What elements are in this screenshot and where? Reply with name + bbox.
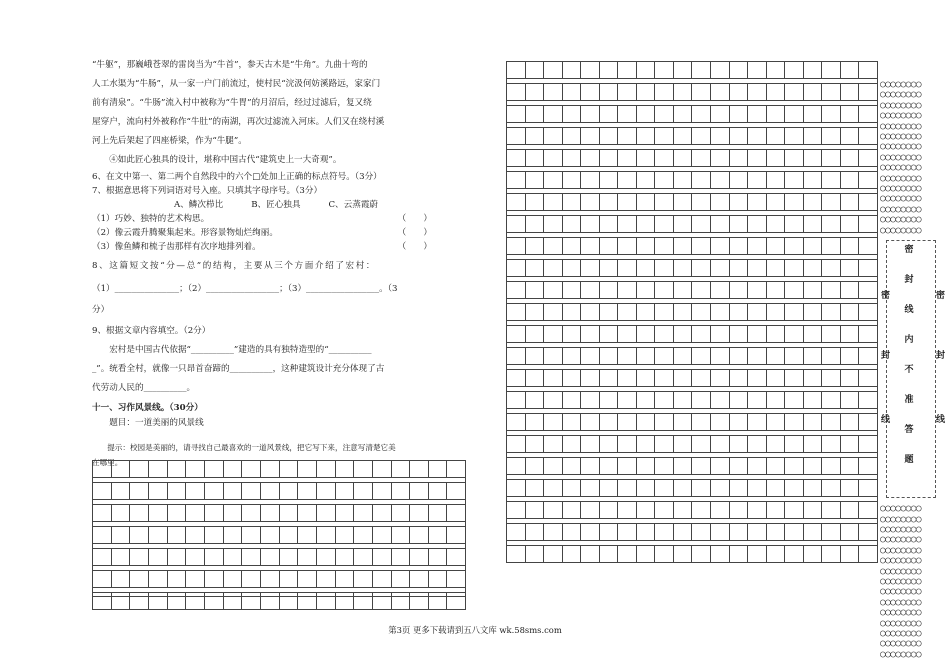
grid-row[interactable]: [506, 413, 878, 431]
question-9: 9、根据文章内容填空。（2分）: [92, 326, 211, 336]
grid-row[interactable]: [506, 259, 878, 277]
seal-left-char: 密: [881, 291, 891, 302]
seal-center-char: 准: [904, 395, 914, 406]
grid-row[interactable]: [506, 215, 878, 233]
question-7-item: [92, 226, 432, 240]
grid-row[interactable]: [506, 369, 878, 387]
seal-left-char: 封: [881, 351, 891, 362]
grid-row[interactable]: [92, 504, 466, 522]
grid-row[interactable]: [506, 523, 878, 541]
seal-center-char: 封: [904, 275, 914, 286]
seal-center-char: 题: [904, 455, 914, 466]
grid-row[interactable]: [506, 347, 878, 365]
item-text: （3）像鱼鳞和梳子齿那样有次序地排列着。: [92, 242, 261, 252]
seal-right-char: 封: [936, 351, 946, 362]
question-8: 8、这篇短文按“分—总”的结构，主要从三个方面介绍了宏村：: [92, 261, 377, 271]
question-7-options: [92, 198, 470, 212]
grid-row[interactable]: [506, 545, 878, 563]
writing-grid-left[interactable]: [92, 460, 466, 610]
seal-center-char: 内: [904, 335, 914, 346]
seal-line-box: [880, 236, 946, 504]
grid-row[interactable]: [506, 457, 878, 475]
option-a: A、鳞次栉比: [174, 200, 224, 210]
grid-row[interactable]: [506, 149, 878, 167]
essay-hint-end: 在哪里。: [92, 458, 123, 467]
seal-right-char: 密: [936, 291, 946, 302]
question-8-blanks[interactable]: （1）_______________；（2）_________________；（3）_________________。（3: [92, 284, 398, 294]
grid-row[interactable]: [506, 479, 878, 497]
grid-row[interactable]: [506, 391, 878, 409]
item-text: （1）巧妙、独特的艺术构思。: [92, 214, 210, 224]
grid-row[interactable]: [506, 501, 878, 519]
grid-row[interactable]: [506, 303, 878, 321]
seal-center-char: 密: [904, 245, 914, 256]
grid-row[interactable]: [506, 325, 878, 343]
seal-center-text: [902, 246, 916, 486]
binding-strip: [880, 80, 946, 658]
seal-center-char: 线: [904, 305, 914, 316]
grid-row[interactable]: [506, 83, 878, 101]
seal-right-char: 线: [936, 415, 946, 426]
binding-circles-bottom: ○○○○○○○○ ○○○○○○○○ ○○○○○○○○ ○○○○○○○○ ○○○○○○○○ ○○○○○○○○ ○○○○○○○○ ○○○○○○○○ ○○○○○○○○ ○○○○○○○○ ○○○○○○○○ ○○○○○○○○ ○○○○○○○○ ○○○○○○○○ ○○○○○○○○: [880, 503, 921, 658]
seal-center-char: 不: [904, 365, 914, 376]
answer-paren[interactable]: （ ）: [397, 242, 432, 252]
writing-grid-right[interactable]: [506, 61, 878, 563]
grid-row[interactable]: [506, 193, 878, 211]
grid-row[interactable]: [92, 460, 466, 478]
option-b: B、匠心独具: [251, 200, 301, 210]
option-c: C、云蒸霞蔚: [328, 200, 379, 210]
seal-center-char: 答: [904, 425, 914, 436]
grid-row[interactable]: [92, 592, 466, 610]
grid-row[interactable]: [506, 61, 878, 79]
passage-line: 前有清泉”。“牛肠”流入村中被称为“牛胃”的月沼后，经过过滤后，复又绕: [92, 98, 372, 108]
grid-row[interactable]: [92, 482, 466, 500]
question-9-line[interactable]: _”。统看全村，就像一只昂首奋蹄的__________，这种建筑设计充分体现了古: [92, 364, 385, 374]
bottom-rule: [92, 596, 466, 597]
passage-line: 人工水渠为“牛肠”，从一家一户门前流过，使村民“浣汲何妨溪路远，家家门: [92, 79, 381, 89]
question-7: 7、根据意思将下列词语对号入座。只填其字母序号。（3分）: [92, 186, 323, 196]
question-9-line[interactable]: 代劳动人民的__________。: [92, 383, 196, 393]
section-11-heading: 十一、习作风景线。（30分）: [92, 403, 203, 413]
grid-row[interactable]: [92, 526, 466, 544]
essay-topic: 题目：一道美丽的风景线: [109, 418, 204, 428]
grid-row[interactable]: [506, 281, 878, 299]
grid-row[interactable]: [506, 105, 878, 123]
answer-paren[interactable]: （ ）: [397, 214, 432, 224]
passage-line: 屋穿户，流向村外被称作“牛肚”的南湖，再次过滤流入河床。人们又在绕村溪: [92, 117, 385, 127]
grid-row[interactable]: [92, 548, 466, 566]
question-8-blanks-end: 分）: [92, 305, 110, 315]
item-text: （2）像云霞升腾聚集起来。形容景物灿烂绚丽。: [92, 228, 278, 238]
binding-circles-top: ○○○○○○○○ ○○○○○○○○ ○○○○○○○○ ○○○○○○○○ ○○○○○○○○ ○○○○○○○○ ○○○○○○○○ ○○○○○○○○ ○○○○○○○○ ○○○○○○○○ ○○○○○○○○ ○○○○○○○○ ○○○○○○○○ ○○○○○○○○ ○○○○○○○○: [880, 79, 921, 236]
question-7-item: [92, 240, 432, 254]
grid-row[interactable]: [506, 171, 878, 189]
seal-left-char: 线: [881, 415, 891, 426]
grid-row[interactable]: [92, 570, 466, 588]
question-9-line[interactable]: 宏村是中国古代依据“__________”建造的具有独特造型的“__________: [109, 345, 372, 355]
passage-line: ④如此匠心独具的设计，堪称中国古代“建筑史上一大奇观”。: [109, 155, 342, 165]
grid-row[interactable]: [506, 435, 878, 453]
grid-row[interactable]: [506, 127, 878, 145]
passage-line: “牛躯”，那巍峨苍翠的雷岗当为“牛首”，参天古木是“牛角”。九曲十弯的: [92, 60, 368, 70]
grid-row[interactable]: [506, 237, 878, 255]
page-footer: 第3页 更多下载请到五八文库 wk.58sms.com: [388, 625, 562, 635]
question-6: 6、在文中第一、第二两个自然段中的六个□处加上正确的标点符号。（3分）: [92, 172, 382, 182]
passage-line: 河上先后架起了四座桥梁，作为“牛腿”。: [92, 136, 247, 146]
answer-paren[interactable]: （ ）: [397, 228, 432, 238]
essay-hint: 提示：校园是美丽的，请寻找自己最喜欢的一道风景线，把它写下来，注意写清楚它美: [107, 443, 396, 452]
left-column: [92, 56, 470, 469]
question-7-item: [92, 212, 432, 226]
